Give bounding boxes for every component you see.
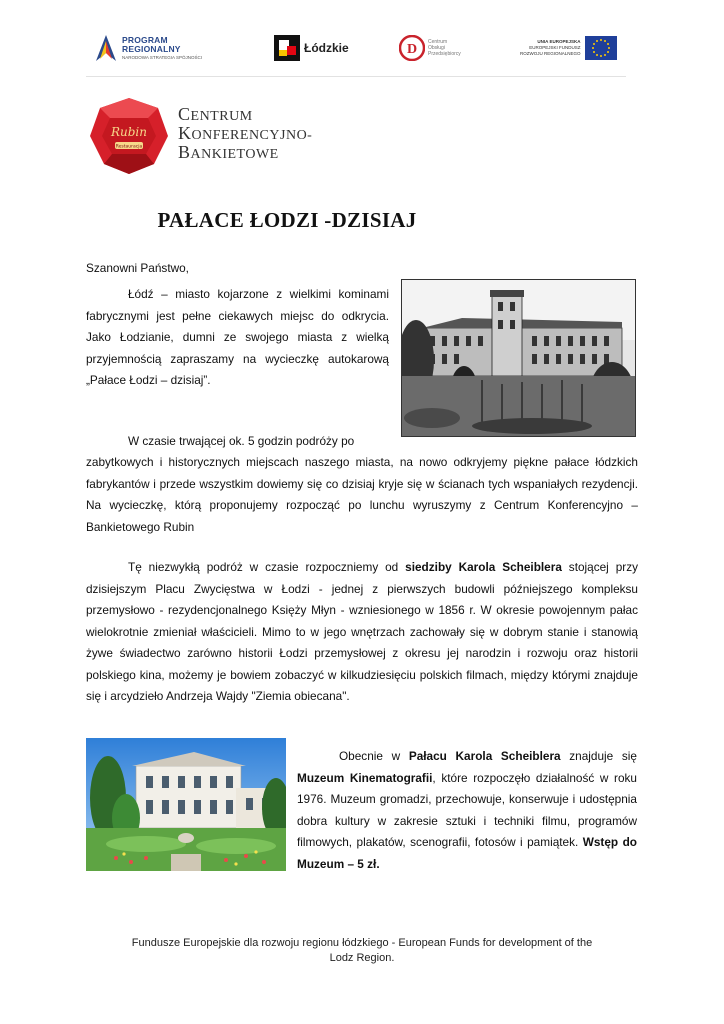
program-line3: NARODOWA STRATEGIA SPÓJNOŚCI	[122, 54, 203, 60]
palace-photo-color	[86, 738, 286, 871]
program-regionalny-logo	[94, 20, 202, 76]
rubin-line1: ENTRUM	[190, 109, 253, 124]
scheibler-residence-bold: siedziby Karola Scheiblera	[405, 560, 562, 574]
rubin-logo-sub: Restauracja	[115, 144, 143, 150]
rubin-center-name	[178, 106, 312, 163]
centrum-obslugi-icon	[399, 35, 425, 61]
svg-text:D: D	[406, 42, 418, 57]
ue-line3: ROZWOJU REGIONALNEGO	[520, 51, 581, 56]
tour-paragraph-first-line: W czasie trwającej ok. 5 godzin podróży po	[128, 434, 355, 448]
centrum-obslugi-logo	[399, 20, 461, 76]
unia-europejska-logo	[520, 20, 617, 76]
rubin-logo-word: Rubin	[110, 125, 148, 139]
footer-line1: Fundusze Europejskie dla rozwoju regionu łódzkiego - European Funds for development of the	[131, 937, 593, 949]
cop-line1: Centrum	[428, 39, 448, 45]
rubin-cap-k: K	[178, 123, 192, 143]
museum-name-bold: Muzeum Kinematografii	[297, 770, 433, 785]
cop-line2: Obsługi	[428, 45, 445, 51]
eu-flag-icon	[585, 36, 617, 60]
lodzkie-text: Łódzkie	[304, 41, 349, 55]
palace-engraving-image	[402, 280, 635, 436]
program-regionalny-icon	[94, 33, 118, 63]
scheibler-text-a: Tę niezwykłą podróż w czasie rozpoczniemy od	[128, 560, 406, 574]
footer	[86, 936, 638, 966]
rubin-line3: ANKIETOWE	[190, 147, 279, 162]
intro-paragraph: Łódź – miasto kojarzone z wielkimi kominami fabrycznymi jest pełne ciekawych miejsc do odkrycia. Jako Łodzianie, dumni ze swojego miasta z wielką przyjemnością zapraszamy na wycieczkę autokarową „Pałace Łodzi – dzisiaj”.	[86, 287, 389, 387]
greeting: Szanowni Państwo,	[86, 261, 189, 275]
lodzkie-logo	[274, 20, 349, 76]
page-title-text: PAŁACE ŁODZI -DZISIAJ	[157, 208, 417, 232]
scheibler-text-c: stojącej przy dzisiejszym Placu Zwycięstwa w Łodzi - jednej z pierwszych budowli późniejszego kompleksu przemysłowo - rezydencjonalnego Księży Młyn - wzniesionego w 1856 r. W okresie powojennym pałac wielokrotnie zmieniał właścicieli. Mimo to w jego wnętrzach zachowały się w dobrym stanie i stanowią żywe świadectwo zarówno historii Łodzi przemysłowej z okresu jej narodzin i rozwoju oraz historii polskiego kina, możemy je bowiem zobaczyć w kilkudziesięciu polskich filmach, między którymi znajduje się i arcydzieło Andrzeja Wajdy "Ziemia obiecana".	[86, 560, 638, 703]
program-line1: PROGRAM	[122, 34, 168, 45]
lodzkie-icon	[274, 35, 300, 61]
sponsor-logos-strip	[86, 20, 626, 77]
museum-entry-price-bold: Wstęp do Muzeum – 5 zł.	[297, 835, 637, 871]
ue-line2: EUROPEJSKI FUNDUSZ	[529, 45, 581, 50]
footer-line2: Lodz Region.	[329, 952, 395, 964]
palace-photo-bw	[401, 279, 636, 437]
museum-paragraph	[297, 746, 637, 875]
rubin-cap-b: B	[178, 142, 191, 162]
page-title	[0, 208, 724, 233]
museum-text-c: znajduje się	[560, 749, 637, 763]
museum-text-a: Obecnie w	[339, 749, 409, 763]
scheibler-paragraph	[86, 557, 638, 708]
tour-paragraph: zabytkowych i historycznych miejscach naszego miasta, na nowo odkryjemy piękne pałace łódzkich fabrykantów i przede wszystkim dowiemy się co dzisiaj kryje się w ścianach tych wspaniałych rezydencji. Na wycieczkę, którą proponujemy rozpocząć po lunchu wyruszymy z Centrum Konferencyjno – Bankietowego Rubin	[86, 455, 638, 534]
rubin-line2: ONFERENCYJNO-	[191, 128, 313, 143]
cop-line3: Przedsiębiorcy	[428, 51, 461, 57]
rubin-cap-c: C	[178, 104, 191, 124]
ue-line1: UNIA EUROPEJSKA	[537, 39, 581, 44]
rubin-logo	[88, 96, 170, 176]
palace-color-image	[86, 738, 286, 871]
museum-text-e: , które rozpoczęło działalność w roku 1976. Muzeum gromadzi, przechowuje, konserwuje i udostępnia dobra kultury w zakresie sztuki i techniki filmu, programów filmowych, plakatów, scenografii, fotosów i pamiątek.	[297, 770, 637, 849]
museum-palace-bold: Pałacu Karola Scheiblera	[408, 749, 561, 763]
program-line2: REGIONALNY	[122, 43, 181, 54]
